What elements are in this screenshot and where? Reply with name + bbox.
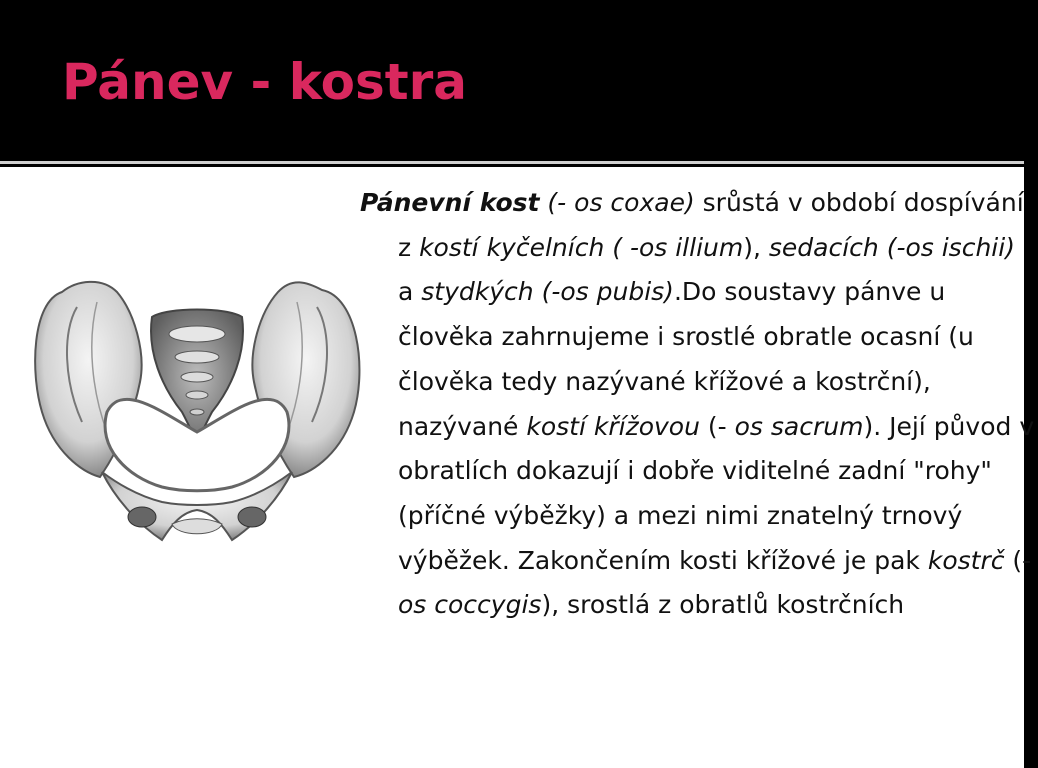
main-paragraph: Pánevní kost (- os coxae) srůstá v období dospívání z kostí kyčelních ( -os illium), sedacích (-os ischii) a stydkých (-os pubis).Do soustavy pánve u člověka zahrnujeme i srostlé obratle ocasní (u člověka tedy nazývané křížové a kostrční), nazývané kostí křížovou (- os sacrum). Její původ v obratlích dokazují i dobře viditelné zadní "rohy" (příčné výběžky) a mezi nimi znatelný trnový výběžek. Zakončením kosti křížové je pak kostrč (- os coccygis), srostlá z obratlů kostrčních bbox=[360, 188, 1035, 620]
term-os-ischii: sedacích (-os ischii) bbox=[768, 232, 1015, 262]
left-obturator-foramen bbox=[128, 507, 156, 527]
content-area bbox=[0, 167, 1035, 768]
term-os-coccygis: os coccygis bbox=[398, 590, 542, 620]
right-obturator-foramen bbox=[238, 507, 266, 527]
term-os-pubis: stydkých (-os pubis) bbox=[421, 277, 674, 307]
term-os-coxae: (- os coxae) bbox=[547, 188, 695, 217]
pelvis-illustration bbox=[22, 262, 372, 557]
term-panevni-kost: Pánevní kost bbox=[360, 188, 540, 217]
term-os-sacrum: os sacrum bbox=[734, 411, 864, 441]
slide-title: Pánev - kostra bbox=[62, 53, 468, 111]
term-kostrc: kostrč bbox=[927, 545, 1005, 575]
title-bar bbox=[0, 0, 1024, 160]
term-kost-krizova: kostí křížovou bbox=[526, 411, 700, 441]
term-os-illium: kostí kyčelních ( -os illium bbox=[419, 232, 744, 262]
pelvis-illustration-svg bbox=[22, 262, 372, 557]
